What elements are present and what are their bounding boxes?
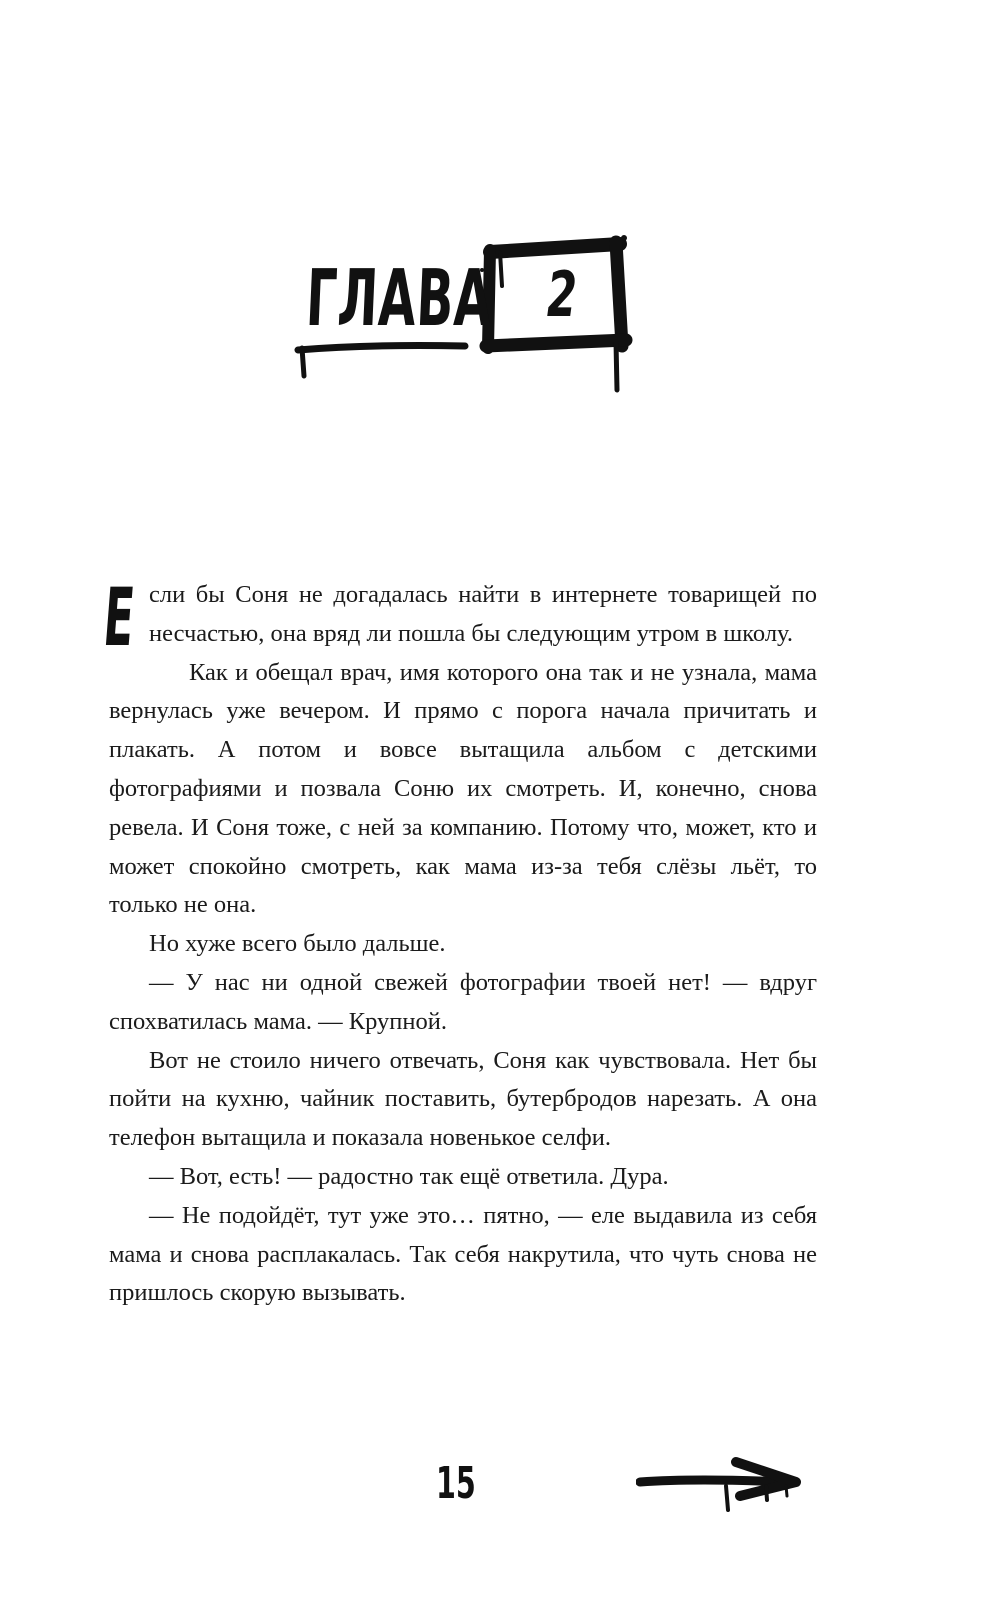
paragraph-7: — Не подойдёт, тут уже это… пятно, — еле выдавила из себя мама и снова расплакалась. Так себя накрутила, что чуть снова не пришлось скорую вызывать. (109, 1201, 817, 1307)
paragraph-6: — Вот, есть! — радостно так ещё ответила. Дура. (149, 1162, 669, 1190)
paragraph-3: Но хуже всего было дальше. (149, 930, 446, 958)
right-arrow-brush-icon (636, 1452, 816, 1522)
chapter-body (100, 571, 817, 1313)
page-number: 15 (436, 1458, 476, 1509)
paragraph-1 (100, 571, 817, 664)
paragraph-5: Вот не стоило ничего отвечать, Соня как чувствовала. Нет бы пойти на кухню, чайник поставить, бутербродов нарезать. А она телефон вытащила и показала новенькое селфи. (109, 1046, 817, 1152)
paragraph-text: сли бы Соня не догадалась найти в интернете товарищей по несчастью, она вряд ли пошла бы следующим утром в школу. (149, 581, 817, 647)
paragraph-4: — У нас ни одной свежей фотографии твоей нет! — вдруг спохватилась мама. — Крупной. (109, 968, 817, 1035)
drop-cap (100, 571, 145, 664)
paragraph-2: Как и обещал врач, имя которого она так и не узнала, мама вернулась уже вечером. И прямо с порога начала причитать и плакать. А потом и вовсе вытащила альбом с детскими фотографиями и позвала Соню их смотреть. И, конечно, снова ревела. И Соня тоже, с ней за компанию. Потому что, может, кто и может спокойно смотреть, как мама из-за тебя слёзы льёт, то только не она. (109, 658, 817, 919)
chapter-label: ГЛАВА (304, 254, 495, 344)
chapter-number: 2 (546, 258, 578, 331)
drop-cap-letter: Е (100, 571, 138, 664)
chapter-header (290, 230, 650, 410)
